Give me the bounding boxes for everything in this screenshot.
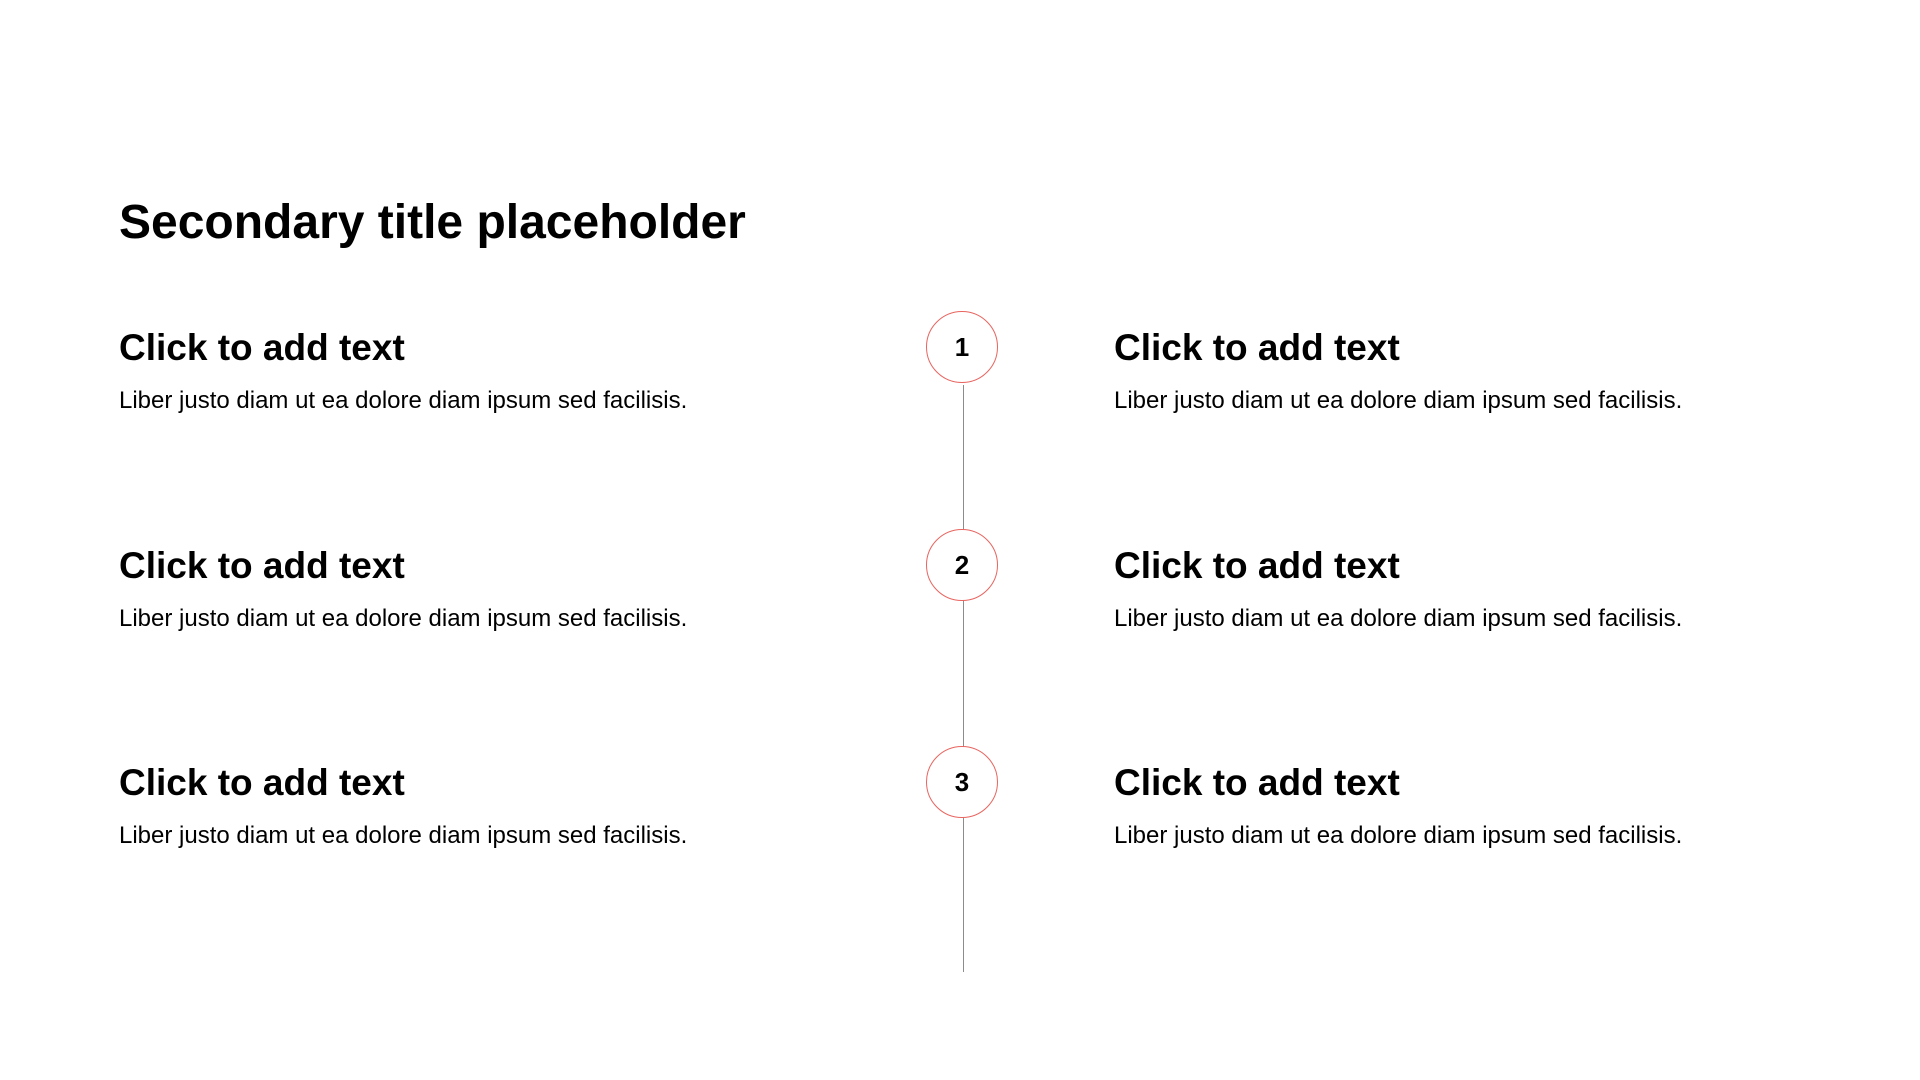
text-block-right-2[interactable] [1114,544,1814,634]
block-body[interactable]: Liber justo diam ut ea dolore diam ipsum sed facilisis. [1114,605,1683,632]
block-body[interactable]: Liber justo diam ut ea dolore diam ipsum sed facilisis. [119,822,688,849]
step-number-1: 1 [926,311,998,383]
step-number-2: 2 [926,529,998,601]
timeline-line [963,385,964,972]
block-body[interactable]: Liber justo diam ut ea dolore diam ipsum sed facilisis. [1114,822,1683,849]
block-heading[interactable]: Click to add text [1114,327,1400,368]
step-number-3: 3 [926,746,998,818]
block-body[interactable]: Liber justo diam ut ea dolore diam ipsum sed facilisis. [1114,387,1683,414]
block-heading[interactable]: Click to add text [1114,545,1400,586]
block-body[interactable]: Liber justo diam ut ea dolore diam ipsum sed facilisis. [119,605,688,632]
text-block-left-1[interactable] [119,326,819,416]
text-block-right-3[interactable] [1114,761,1814,851]
text-block-left-2[interactable] [119,544,819,634]
block-heading[interactable]: Click to add text [119,545,405,586]
text-block-left-3[interactable] [119,761,819,851]
slide-title[interactable]: Secondary title placeholder [119,196,746,249]
text-block-right-1[interactable] [1114,326,1814,416]
block-heading[interactable]: Click to add text [119,327,405,368]
block-heading[interactable]: Click to add text [119,762,405,803]
block-body[interactable]: Liber justo diam ut ea dolore diam ipsum sed facilisis. [119,387,688,414]
block-heading[interactable]: Click to add text [1114,762,1400,803]
